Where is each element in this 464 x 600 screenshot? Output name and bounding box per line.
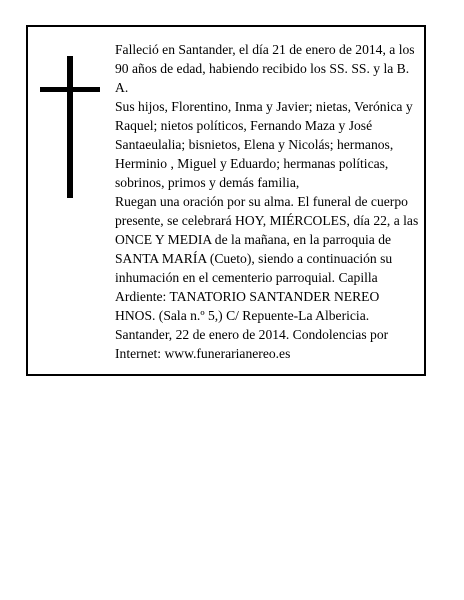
funeral-details: Ruegan una oración por su alma. El funeral de cuerpo presente, se celebrará HOY, MIÉRCOLES, día 22, a las ONCE Y MEDIA de la mañana, en la parroquia de SANTA MARÍA (Cueto), siendo a continuación su inhumación en el cementerio parroquial. Capilla Ardiente: TANATORIO SANTANDER NEREO HNOS. (Sala n.º 5,) C/ Repuente-La Albericia. xyxy=(115,194,419,323)
obituary-notice xyxy=(26,25,426,376)
death-announcement: Falleció en Santander, el día 21 de enero de 2014, a los 90 años de edad, habiendo recibido los SS. SS. y la B. A. xyxy=(115,42,415,95)
cross-vertical-bar xyxy=(67,56,73,198)
cross-horizontal-bar xyxy=(40,87,100,92)
family-list: Sus hijos, Florentino, Inma y Javier; nietas, Verónica y Raquel; nietos políticos, Fernando Maza y José Santaeulalia; bisnietos, Elena y Nicolás; hermanos, Herminio , Miguel y Eduardo; hermanas políticas, sobrinos, primos y demás familia, xyxy=(115,99,413,190)
place-date-condolences: Santander, 22 de enero de 2014. Condolencias por Internet: www.funerarianereo.es xyxy=(115,327,389,361)
cross-icon xyxy=(40,56,100,198)
obituary-text xyxy=(115,40,423,363)
